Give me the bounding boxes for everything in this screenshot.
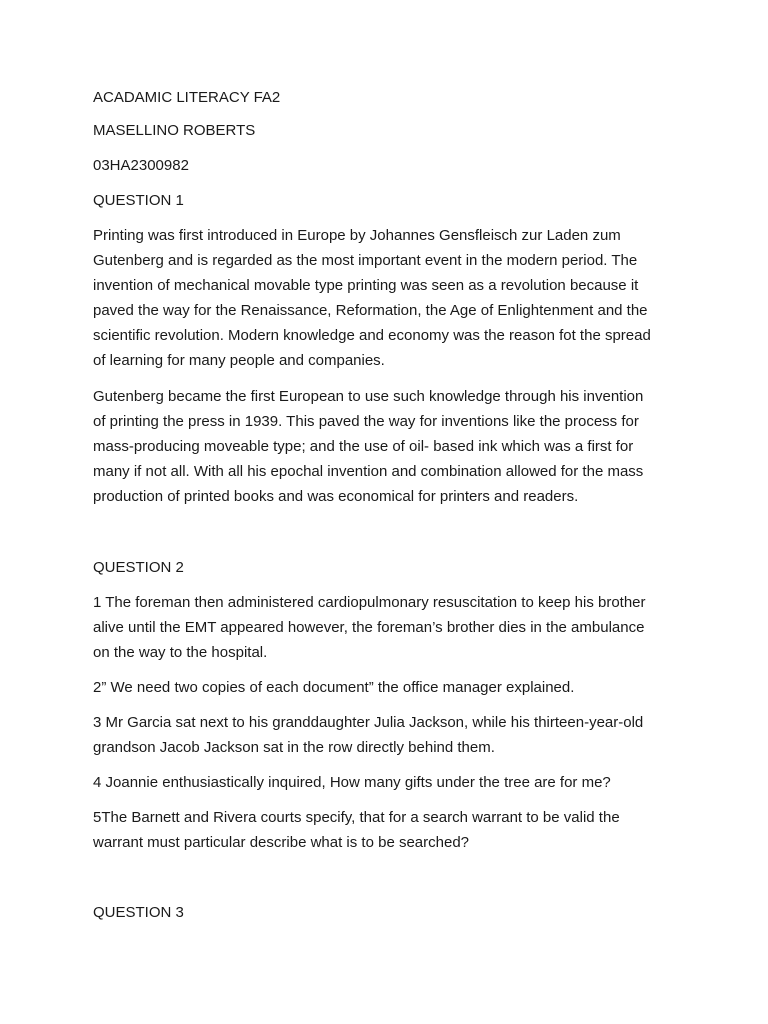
paragraph-line: invention of mechanical movable type printing was seen as a revolution because it: [93, 277, 639, 294]
question-1-paragraph-1: [93, 223, 683, 373]
list-item-line: 1 The foreman then administered cardiopulmonary resuscitation to keep his brother: [93, 594, 646, 611]
question-2-item-4: [93, 770, 683, 795]
list-item-line: alive until the EMT appeared however, the foreman’s brother dies in the ambulance: [93, 619, 645, 636]
question-2-heading: QUESTION 2: [93, 559, 184, 576]
list-item-line: grandson Jacob Jackson sat in the row directly behind them.: [93, 739, 495, 756]
paragraph-line: paved the way for the Renaissance, Reformation, the Age of Enlightenment and the: [93, 302, 648, 319]
paragraph-line: production of printed books and was economical for printers and readers.: [93, 488, 579, 505]
question-3-heading: QUESTION 3: [93, 904, 184, 921]
paragraph-line: many if not all. With all his epochal invention and combination allowed for the mass: [93, 463, 644, 480]
list-item-line: 5The Barnett and Rivera courts specify, that for a search warrant to be valid the: [93, 809, 620, 826]
list-item-line: 3 Mr Garcia sat next to his granddaughter Julia Jackson, while his thirteen-year-old: [93, 714, 644, 731]
question-2-item-5: [93, 805, 683, 855]
question-2-item-3: [93, 710, 683, 760]
question-2-item-1: [93, 590, 683, 665]
paragraph-line: scientific revolution. Modern knowledge and economy was the reason fot the spread: [93, 327, 651, 344]
paragraph-line: Gutenberg became the first European to use such knowledge through his invention: [93, 388, 644, 405]
paragraph-line: Printing was first introduced in Europe by Johannes Gensfleisch zur Laden zum: [93, 227, 621, 244]
question-1-heading: QUESTION 1: [93, 192, 184, 209]
list-item-line: 2” We need two copies of each document” the office manager explained.: [93, 679, 575, 696]
question-2-item-2: [93, 675, 683, 700]
paragraph-line: of learning for many people and companies.: [93, 352, 385, 369]
student-name: MASELLINO ROBERTS: [93, 122, 256, 139]
list-item-line: on the way to the hospital.: [93, 644, 268, 661]
question-1-paragraph-2: [93, 384, 683, 509]
list-item-line: 4 Joannie enthusiastically inquired, How many gifts under the tree are for me?: [93, 774, 611, 791]
paragraph-line: of printing the press in 1939. This paved the way for inventions like the process for: [93, 413, 639, 430]
list-item-line: warrant must particular describe what is to be searched?: [93, 834, 470, 851]
course-title: ACADAMIC LITERACY FA2: [93, 89, 281, 106]
student-number: 03HA2300982: [93, 157, 189, 174]
paragraph-line: mass-producing moveable type; and the use of oil- based ink which was a first for: [93, 438, 634, 455]
paragraph-line: Gutenberg and is regarded as the most important event in the modern period. The: [93, 252, 638, 269]
